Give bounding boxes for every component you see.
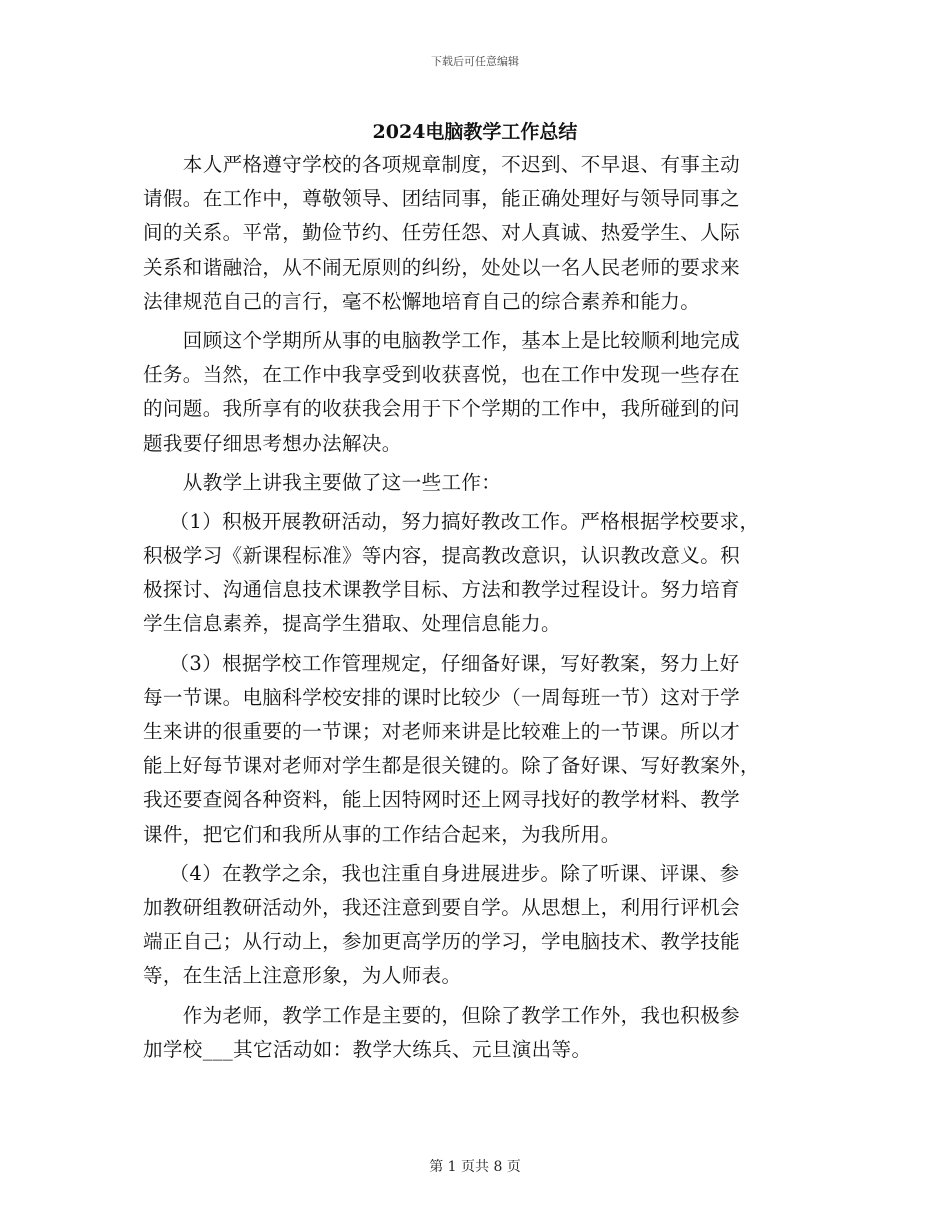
text-line: 法律规范自己的言行，毫不松懈地培育自己的综合素养和能力。 [143,289,701,313]
text-line: 生来讲的很重要的一节课；对老师来讲是比较难上的一节课。所以才 [143,720,741,743]
text-line: 作为老师，教学工作是主要的，但除了教学工作外，我也积极参 [143,1003,741,1027]
paragraph-5 [143,647,823,852]
paragraph-4 [143,505,823,642]
text-line: 等，在生活上注意形象，为人师表。 [143,964,462,988]
text-line: 极探讨、沟通信息技术课教学目标、方法和教学过程设计。努力培育 [143,578,741,602]
document-title: 2024电脑教学工作总结 [372,121,578,143]
text-line: （1）积极开展教研活动，努力搞好教改工作。严格根据学校要求， [143,509,760,533]
paragraph-6 [143,857,823,994]
text-line: 回顾这个学期所从事的电脑教学工作，基本上是比较顺利地完成 [143,328,741,352]
text-line: （3）根据学校工作管理规定，仔细备好课，写好教案，努力上好 [143,651,740,675]
page-header-note: 下载后可任意编辑 [431,55,519,68]
text-line: 任务。当然，在工作中我享受到收获喜悦，也在工作中发现一些存在 [143,363,741,387]
text-line: 课件，把它们和我所从事的工作结合起来，为我所用。 [143,822,621,846]
page-number: 第 1 页共 8 页 [429,1159,521,1175]
text-line: （4）在教学之余，我也注重自身进展进步。除了听课、评课、参 [143,861,740,885]
text-line: 积极学习《新课程标准》等内容，提高教改意识，认识教改意义。积 [143,544,741,568]
paragraph-3 [143,466,823,500]
text-line: 加学校___其它活动如：教学大练兵、元旦演出等。 [143,1037,592,1061]
document-body [143,148,823,1072]
text-line: 每一节课。电脑科学校安排的课时比较少（一周每班一节）这对于学 [143,685,741,709]
text-line: 我还要查阅各种资料，能上因特网时还上网寻找好的教学材料、教学 [143,788,741,812]
paragraph-7 [143,999,823,1067]
text-line: 端正自己；从行动上，参加更高学历的学习，学电脑技术、教学技能 [143,930,741,954]
text-line: 从教学上讲我主要做了这一些工作： [143,470,502,494]
text-line: 能上好每节课对老师对学生都是很关键的。除了备好课、写好教案外， [143,754,760,778]
text-line: 关系和谐融洽，从不闹无原则的纠纷，处处以一名人民老师的要求来 [143,255,741,279]
text-line: 学生信息素养，提高学生猎取、处理信息能力。 [143,612,561,636]
paragraph-2 [143,324,823,461]
text-line: 加教研组教研活动外，我还注意到要自学。从思想上，利用行评机会 [143,895,741,919]
text-line: 间的关系。平常，勤俭节约、任劳任怨、对人真诚、热爱学生、人际 [143,221,741,245]
text-line: 本人严格遵守学校的各项规章制度，不迟到、不早退、有事主动 [143,153,741,176]
text-line: 的问题。我所享有的收获我会用于下个学期的工作中，我所碰到的问 [143,397,741,421]
text-line: 题我要仔细思考想办法解决。 [143,431,402,455]
text-line: 请假。在工作中，尊敬领导、团结同事，能正确处理好与领导同事之 [143,187,741,211]
paragraph-1 [143,148,823,319]
